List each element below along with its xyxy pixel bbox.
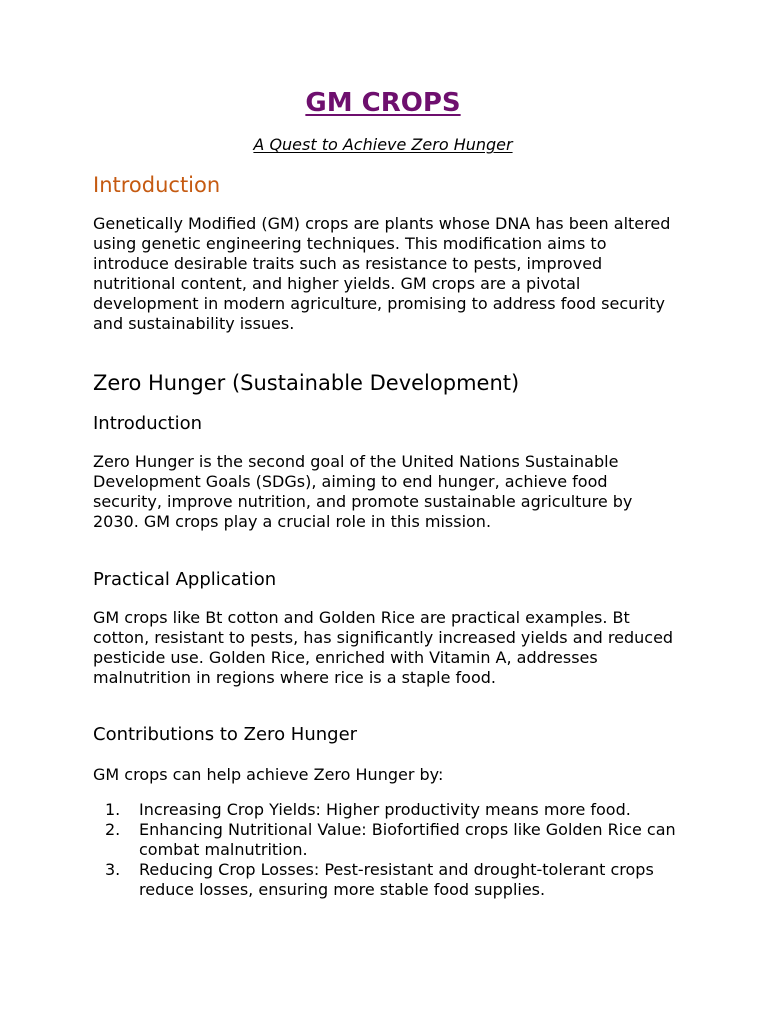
- contributions-paragraph: GM crops can help achieve Zero Hunger by:: [93, 765, 444, 784]
- zero-hunger-introduction-heading: Introduction: [93, 413, 203, 434]
- list-item-text: Enhancing Nutritional Value: Biofortified crops like Golden Rice can combat malnutrition.: [139, 820, 676, 859]
- list-item: [93, 800, 683, 820]
- contributions-heading: Contributions to Zero Hunger: [93, 724, 358, 745]
- document-title: GM CROPS: [305, 88, 461, 118]
- zero-hunger-introduction-paragraph: Zero Hunger is the second goal of the United Nations Sustainable Development Goals (SDGs), aiming to end hunger, achieve food security, improve nutrition, and promote sustainable agriculture by 2030. GM crops play a crucial role in this mission.: [93, 452, 633, 531]
- list-item-number: 2.: [105, 820, 121, 839]
- contributions-list: [93, 800, 683, 900]
- list-item-number: 1.: [105, 800, 121, 819]
- practical-application-paragraph: GM crops like Bt cotton and Golden Rice are practical examples. Bt cotton, resistant to pests, has significantly increased yields and reduced pesticide use. Golden Rice, enriched with Vitamin A, addresses malnutrition in regions where rice is a staple food.: [93, 608, 674, 687]
- document-subtitle: A Quest to Achieve Zero Hunger: [253, 135, 513, 154]
- list-item: [93, 860, 683, 900]
- practical-application-heading: Practical Application: [93, 569, 277, 590]
- list-item: [93, 820, 683, 860]
- introduction-paragraph: Genetically Modified (GM) crops are plants whose DNA has been altered using genetic engineering techniques. This modification aims to introduce desirable traits such as resistance to pests, improved nutritional content, and higher yields. GM crops are a pivotal development in modern agriculture, promising to address food security and sustainability issues.: [93, 214, 671, 333]
- zero-hunger-heading: Zero Hunger (Sustainable Development): [93, 371, 520, 395]
- list-item-number: 3.: [105, 860, 121, 879]
- list-item-text: Increasing Crop Yields: Higher productivity means more food.: [139, 800, 631, 819]
- introduction-heading: Introduction: [93, 173, 221, 197]
- list-item-text: Reducing Crop Losses: Pest-resistant and drought-tolerant crops reduce losses, ensuring more stable food supplies.: [139, 860, 654, 899]
